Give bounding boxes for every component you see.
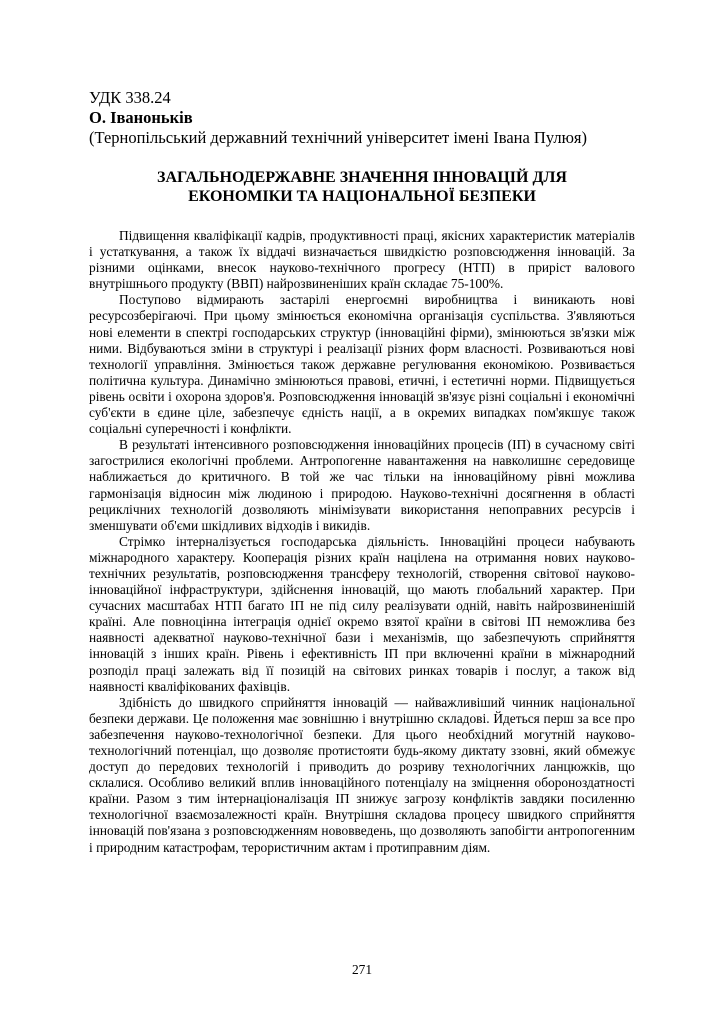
- title-line-1: ЗАГАЛЬНОДЕРЖАВНЕ ЗНАЧЕННЯ ІННОВАЦІЙ ДЛЯ: [157, 169, 567, 186]
- paragraph: Підвищення кваліфікації кадрів, продуктивності праці, якісних характеристик матеріалів і устаткування, а також їх віддачі визначається швидкістю розповсюдження інновацій. За різними оцінками, внесок науково-технічного прогресу (НТП) в приріст валового внутрішнього продукту (ВВП) найрозвиненіших країн складає 75-100%.: [89, 228, 635, 292]
- article-title: [89, 168, 635, 206]
- page-number: 271: [351, 962, 373, 977]
- paragraph: В результаті інтенсивного розповсюдження інноваційних процесів (ІП) в сучасному світі загострилися екологічні проблеми. Антропогенне навантаження на навколишнє середовище наближається до критичного. В той же час тільки на інноваційному рівні можлива гармонізація відносин між людиною і природою. Науково-технічні досягнення в області рециклічних технологій дозволяють мінімізувати використання непоправних ресурсів і зменшувати об'єми шкідливих відходів і викидів.: [89, 437, 635, 533]
- paragraph: Поступово відмирають застарілі енергоємні виробництва і виникають нові ресурсозберігаючі. При цьому змінюється економічна організація суспільства. З'являються нові елементи в спектрі господарських структур (інноваційні фірми), змінюються зв'язки між ними. Відбуваються зміни в структурі і реалізації різних форм власності. Розвиваються нові технології управління. Змінюється також державне регулювання економікою. Розвивається політична культура. Динамічно змінюються правові, етичні, і естетичні норми. Підвищується рівень освіти і охорона здоров'я. Розповсюдження інновацій зв'язує різні соціальні і економічні суб'єкти в єдине ціле, забезпечує єдність нації, а в окремих випадках пом'якшує також соціальні суперечності і конфлікти.: [89, 292, 635, 437]
- author-affiliation: (Тернопільський державний технічний університет імені Івана Пулюя): [89, 128, 588, 147]
- paragraph: Стрімко інтерналізується господарська діяльність. Інноваційні процеси набувають міжнародного характеру. Кооперація різних країн націлена на отримання нових науково-технічних результатів, розповсюдження трансферу технологій, створення світової науково-інноваційної інфраструктури, здійснення інновацій, що мають глобальний характер. При сучасних масштабах НТП багато ІП не під силу реалізувати одній, навіть найрозвиненішій країні. Але повноцінна інтеграція однієї окремо взятої країни в світові ІП неможлива без наявності адекватної науково-технічної бази і механізмів, що забезпечують сприйняття інновацій з інших країн. Рівень і ефективність ІП при включенні країни в міжнародний розподіл праці залежать від її позицій на світових ринках товарів і послуг, а також від наявності кваліфікованих фахівців.: [89, 533, 635, 694]
- article-body: [89, 228, 635, 856]
- title-line-2: ЕКОНОМІКИ ТА НАЦІОНАЛЬНОЇ БЕЗПЕКИ: [188, 188, 536, 205]
- page-content: [89, 88, 635, 856]
- author-name: О. Іваноньків: [89, 108, 193, 127]
- udc-code: УДК 338.24: [89, 88, 171, 107]
- paragraph: Здібність до швидкого сприйняття інновацій — найважливіший чинник національної безпеки держави. Це положення має зовнішню і внутрішню складові. Йдеться перш за все про забезпечення науково-технологічної безпеки. Для цього необхідний могутній науково-технологічний потенціал, що дозволяє протистояти будь-якому диктату ззовні, який обмежує доступ до передових технологій і приводить до розриву технологічних ланцюжків, що склалися. Особливо великий вплив інноваційного потенціалу на зміцнення обороноздатності країни. Разом з тим інтернаціоналізація ІП знижує загрозу конфліктів завдяки посиленню технологічної взаємозалежності країн. Внутрішня складова процесу швидкого сприйняття інновацій пов'язана з розповсюдженням нововведень, що дозволяють запобігти антропогенним і природним катастрофам, терористичним актам і протиправним діям.: [89, 694, 635, 855]
